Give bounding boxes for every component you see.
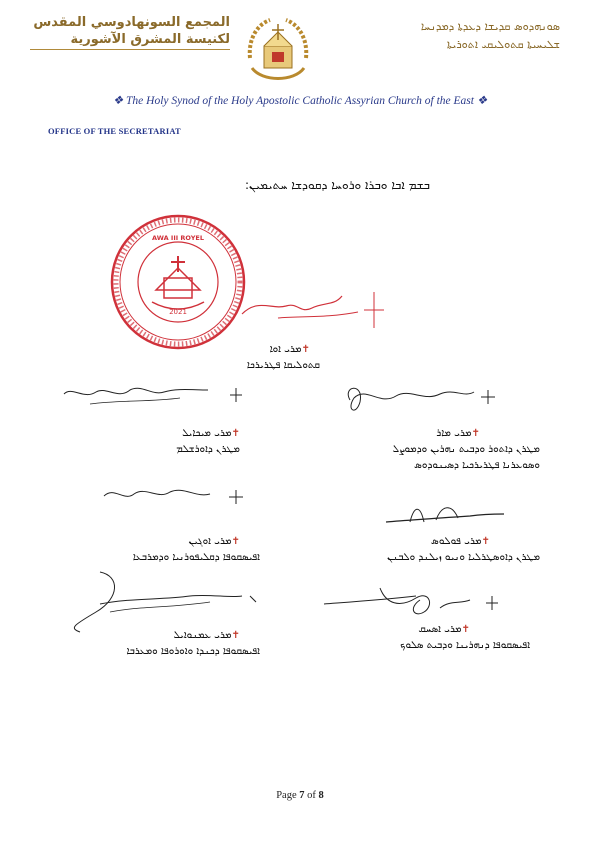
seal-name: AWA III ROYEL	[151, 234, 205, 242]
left-3-name-text: ܡܪܝ ܥܡܢܘܐܝܠ	[173, 630, 232, 641]
cross-icon: ✝	[231, 630, 240, 641]
right-2-name-text: ܡܪܝ ܦܘܠܘܣ	[430, 536, 482, 547]
cross-icon: ✝	[231, 536, 240, 547]
right-1-title-2: ܘܣܘܥܪܢܐ ܦܛܪܝܪܟܝܐ ܕܣܝܢܘܕܘܣ	[413, 460, 540, 471]
synod-title: ❖ The Holy Synod of the Holy Apostolic Catholic Assyrian Church of the East ❖	[112, 95, 488, 107]
left-2-title: ܐܦܝܣܩܘܦܐ ܕܩܠܝܦܘܪܢܝܐ ܘܕܡܪܒܥܐ	[132, 552, 260, 563]
left-3-name	[140, 630, 240, 641]
signature-right-3	[320, 578, 510, 628]
right-3-name-text: ܡܪܝ ܐܣܚܩ	[418, 624, 462, 635]
right-2-name	[390, 536, 490, 547]
patriarchal-seal	[108, 212, 248, 352]
left-3-title: ܐܦܝܣܩܘܦܐ ܕܟܢܕܐ ܘܐܘܪܘܦܐ ܘܡܥܪܒܐ	[126, 646, 260, 657]
signature-patriarch	[238, 288, 388, 332]
signature-right-2	[380, 500, 510, 530]
patriarch-title: ܩܬܘܠܝܩܐ ܦܛܪܝܪܟܐ	[246, 360, 320, 371]
cross-icon: ✝	[301, 344, 310, 355]
left-2-name-text: ܡܪܝ ܐܘܓܝܢ	[188, 536, 232, 547]
syriac-title-line-1: ܣܘܢܗܕܘܣ ܩܕܝܫܐ ܕܥܕܬܐ ܕܡܕܢܚܐ	[420, 20, 560, 33]
cross-icon: ✝	[471, 428, 480, 439]
page-number	[0, 790, 600, 801]
page-total: 8	[318, 790, 324, 801]
right-1-name	[390, 428, 480, 439]
syriac-title-line-2: ܫܠܝܚܝܬܐ ܩܬܘܠܝܩܝ ܐܬܘܪܝܬܐ	[446, 38, 560, 51]
intro-line: ܒܫܡ ܐܒܐ ܘܒܪܐ ܘܪܘܚܐ ܕܩܘܕܫܐ ܚܬܝܡܝܢ:	[245, 178, 430, 192]
page-of: of	[307, 790, 316, 801]
arabic-title-line-2: لكنيسة المشرق الآشورية	[30, 31, 230, 50]
page-prefix: Page	[276, 790, 297, 801]
signature-right-1	[340, 380, 500, 420]
office-label: OFFICE OF THE SECRETARIAT	[48, 126, 181, 136]
right-1-title: ܡܛܪܢ ܕܐܬܘܪ ܘܕܒܝܬ ܢܗܪܝܢ ܘܕܡܘܨܠ	[392, 444, 540, 455]
cross-icon: ✝	[231, 428, 240, 439]
right-3-title: ܐܦܝܣܩܘܦܐ ܕܢܗܪܝܢܐ ܘܕܒܝܬ ܣܠܘܟ	[400, 640, 530, 651]
signature-left-2	[100, 482, 250, 512]
arabic-header	[30, 14, 230, 50]
signature-left-3	[60, 568, 260, 638]
right-1-name-text: ܡܪܝ ܡܐܪ	[436, 428, 472, 439]
page-current: 7	[299, 790, 305, 801]
seal-year: 2021	[169, 308, 187, 316]
right-2-title: ܡܛܪܢ ܕܐܘܣܛܪܠܝܐ ܘܢܝܘ ܙܝܠܢܕ ܘܠܒܢܢ	[387, 552, 540, 563]
cross-icon: ✝	[461, 624, 470, 635]
patriarch-name	[240, 344, 310, 355]
right-3-name	[370, 624, 470, 635]
left-1-title: ܡܛܪܢ ܕܐܘܪܫܠܡ	[176, 444, 240, 455]
left-1-name-text: ܡܪܝ ܡܝܟܐܝܠ	[182, 428, 232, 439]
church-emblem	[238, 10, 318, 90]
arabic-title-line-1: المجمع السونهادوسي المقدس	[33, 15, 230, 30]
signature-left-1	[60, 380, 250, 414]
left-1-name	[130, 428, 240, 439]
cross-icon: ✝	[481, 536, 490, 547]
left-2-name	[150, 536, 240, 547]
syriac-header	[340, 18, 560, 54]
patriarch-name-text: ܡܪܝ ܐܘܐ	[269, 344, 302, 355]
